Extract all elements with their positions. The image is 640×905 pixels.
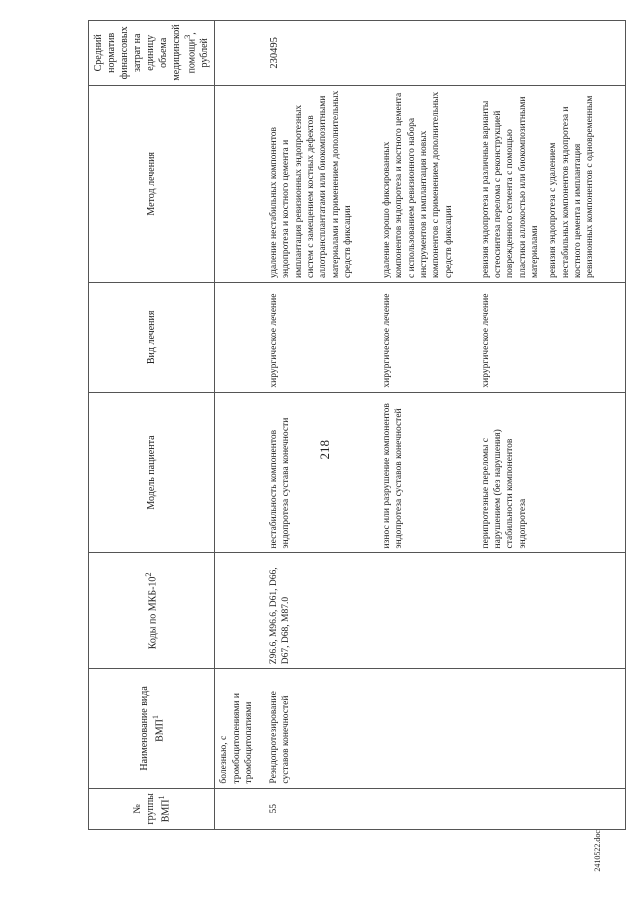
patient-model: перипротезные переломы с нарушением (без нарушения) стабильности компонентов эндопротеза — [477, 392, 626, 553]
vmp-table — [88, 20, 626, 830]
header-group-number: № группы ВМП$^1$ — [89, 788, 215, 829]
treatment-type: хирургическое лечение — [477, 283, 626, 393]
header-icd-codes: Коды по МКБ-$10^2$ — [89, 553, 215, 669]
treatment-method — [265, 85, 378, 282]
footer-doc-code: 2410522.doc — [593, 830, 602, 872]
header-vmp-name: Наименование вида ВМП$^1$ — [89, 669, 215, 788]
continuation-text: болезнью, с тромбоцитопениями и тромбоцитопатиями — [215, 669, 265, 788]
header-financial-standard: Средний норматив финансовых затрат на единицу объема медицинской помощи$^3$, рублей — [89, 21, 215, 86]
treatment-method — [378, 85, 477, 282]
continuation-row — [215, 21, 265, 830]
patient-model: нестабильность компонентов эндопротеза сустава конечности — [265, 392, 378, 553]
treatment-type: хирургическое лечение — [265, 283, 378, 393]
group-number: 55 — [265, 788, 378, 829]
table-header-row — [89, 21, 215, 830]
header-treatment-type: Вид лечения — [89, 283, 215, 393]
rotated-table-sheet — [88, 20, 626, 830]
method-item: ревизия эндопротеза с удалением нестабильных компонентов эндопротеза и костного цемента и имплантация ревизионных компонентов с одновременным — [548, 95, 596, 278]
table-row — [378, 21, 477, 830]
financial-standard-value: 230495 — [265, 21, 378, 86]
page-number: 218 — [317, 440, 332, 460]
patient-model: износ или разрушение компонентов эндопротеза суставов конечностей — [378, 392, 477, 553]
header-treatment-method: Метод лечения — [89, 85, 215, 282]
method-item: ревизия эндопротеза и различные варианты остеосинтеза перелома с реконструкцией поврежденного сегмента с помощью пластики аллокостью или биокомпозитными материалами — [480, 96, 541, 278]
vmp-name: Реэндопротезирование суставов конечностей — [265, 669, 378, 788]
table-row — [265, 21, 378, 830]
header-patient-model: Модель пациента — [89, 392, 215, 553]
method-item: удаление хорошо фиксированных компонентов эндопротеза и костного цемента с использованием ревизионного набора инструментов и имплантация новых компонентов с применением дополнительных средств фиксации — [381, 91, 454, 278]
treatment-method — [477, 85, 626, 282]
treatment-type: хирургическое лечение — [378, 283, 477, 393]
table-row — [477, 21, 626, 830]
icd-codes: Z96.6, M96.6, D61, D66, D67, D68, M87.0 — [265, 553, 378, 669]
method-item: удаление нестабильных компонентов эндопротеза и костного цемента и имплантация ревизионных эндопротезных систем с замещением костных дефектов аллотрансплантатами или биокомпозитными материалами и применением дополнительных средств фиксации — [268, 90, 353, 278]
